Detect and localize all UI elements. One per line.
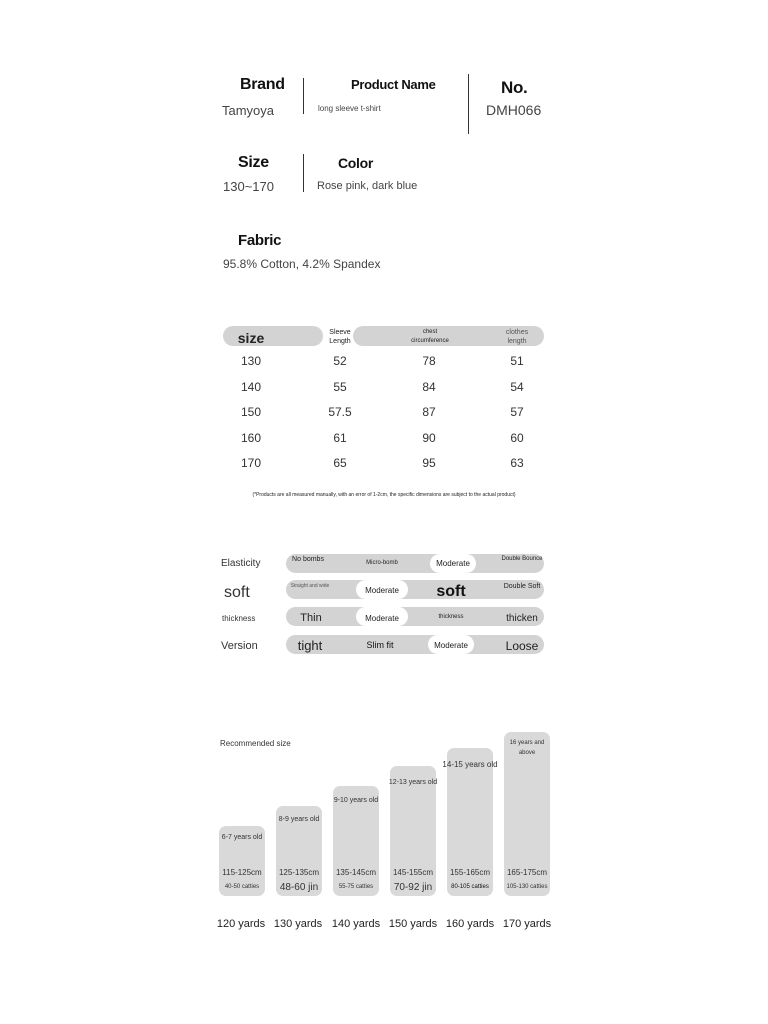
cell-size: 160 [240,431,262,445]
cell-size: 150 [240,405,262,419]
weight-label: 70-92 jin [393,882,433,893]
cell-length: 51 [510,354,524,368]
size-value: 130~170 [223,179,274,194]
weight-label: 48-60 jin [279,882,319,893]
recommended-title: Recommended size [220,739,291,748]
cell-size: 170 [240,456,262,470]
option: Thin [300,612,322,624]
option: Double Bounce [501,556,543,562]
option: thicken [506,613,538,624]
weight-label: 55-75 catties [338,884,374,890]
cell-chest: 78 [422,354,436,368]
size-label: Size [238,154,269,171]
age-label: 16 years and above [509,740,545,756]
header-chest-circumference: chest circumference [411,329,449,344]
age-label: 14-15 years old [442,760,498,769]
option: Moderate [434,641,468,650]
cell-size: 130 [240,354,262,368]
height-label: 165-175cm [506,868,548,877]
age-label: 8-9 years old [278,816,320,823]
brand-label: Brand [240,76,285,93]
cell-length: 63 [510,456,524,470]
cell-chest: 84 [422,380,436,394]
cell-chest: 95 [422,456,436,470]
color-value: Rose pink, dark blue [317,180,418,192]
cell-sleeve: 55 [333,380,347,394]
age-label: 12-13 years old [388,779,438,786]
option: Slim fit [366,640,394,650]
height-label: 155-165cm [449,868,491,877]
option: soft [436,583,466,600]
weight-label: 80-105 catties [451,884,489,890]
cell-length: 60 [510,431,524,445]
option: thickness [438,614,464,620]
age-label: 6-7 years old [221,834,263,841]
yard-label: 150 yards [388,918,438,930]
header-clothes-length: clothes length [505,329,529,345]
option: Loose [505,639,539,653]
yard-label: 130 yards [273,918,323,930]
cell-length: 57 [510,405,524,419]
option: Double Soft [503,583,541,590]
cell-sleeve: 52 [333,354,347,368]
height-label: 145-155cm [392,868,434,877]
height-label: 135-145cm [335,868,377,877]
height-label: 115-125cm [222,868,262,877]
header-size: size [237,330,265,346]
cell-sleeve: 61 [333,431,347,445]
divider [468,74,469,134]
attribute-label: Elasticity [221,558,261,569]
option: Straight and wide [290,583,330,589]
header-sleeve-length: Sleeve Length [329,329,351,345]
product-name-value: long sleeve t-shirt [318,104,381,113]
cell-chest: 90 [422,431,436,445]
option: Moderate [436,559,470,568]
weight-label: 40-50 catties [224,884,260,890]
brand-value: Tamyoya [222,103,275,118]
divider [303,154,304,192]
attribute-label: soft [224,584,250,601]
weight-label: 105-130 catties [506,884,548,890]
cell-length: 54 [510,380,524,394]
number-value: DMH066 [486,102,542,118]
height-label: 125-135cm [278,868,320,877]
yard-label: 140 yards [331,918,381,930]
attribute-label: Version [221,640,258,652]
option: No bombs [292,556,324,563]
number-label: No. [501,78,528,97]
color-label: Color [338,155,374,171]
cell-sleeve: 65 [333,456,347,470]
fabric-label: Fabric [238,232,282,249]
attribute-label: thickness [222,614,256,623]
cell-sleeve: 57.5 [328,405,352,419]
option: tight [297,638,323,653]
yard-label: 120 yards [216,918,266,930]
divider [303,78,304,114]
option: Moderate [365,614,399,623]
age-label: 9-10 years old [333,797,379,804]
yard-label: 160 yards [445,918,495,930]
measurement-note: (*Products are all measured manually, with an error of 1-2cm, the specific dimensions are subject to the actual product) [252,492,516,498]
cell-chest: 87 [422,405,436,419]
yard-label: 170 yards [502,918,552,930]
cell-size: 140 [240,380,262,394]
product-name-label: Product Name [351,77,436,92]
option: Micro-bomb [366,560,398,566]
option: Moderate [365,586,399,595]
fabric-value: 95.8% Cotton, 4.2% Spandex [223,257,381,271]
